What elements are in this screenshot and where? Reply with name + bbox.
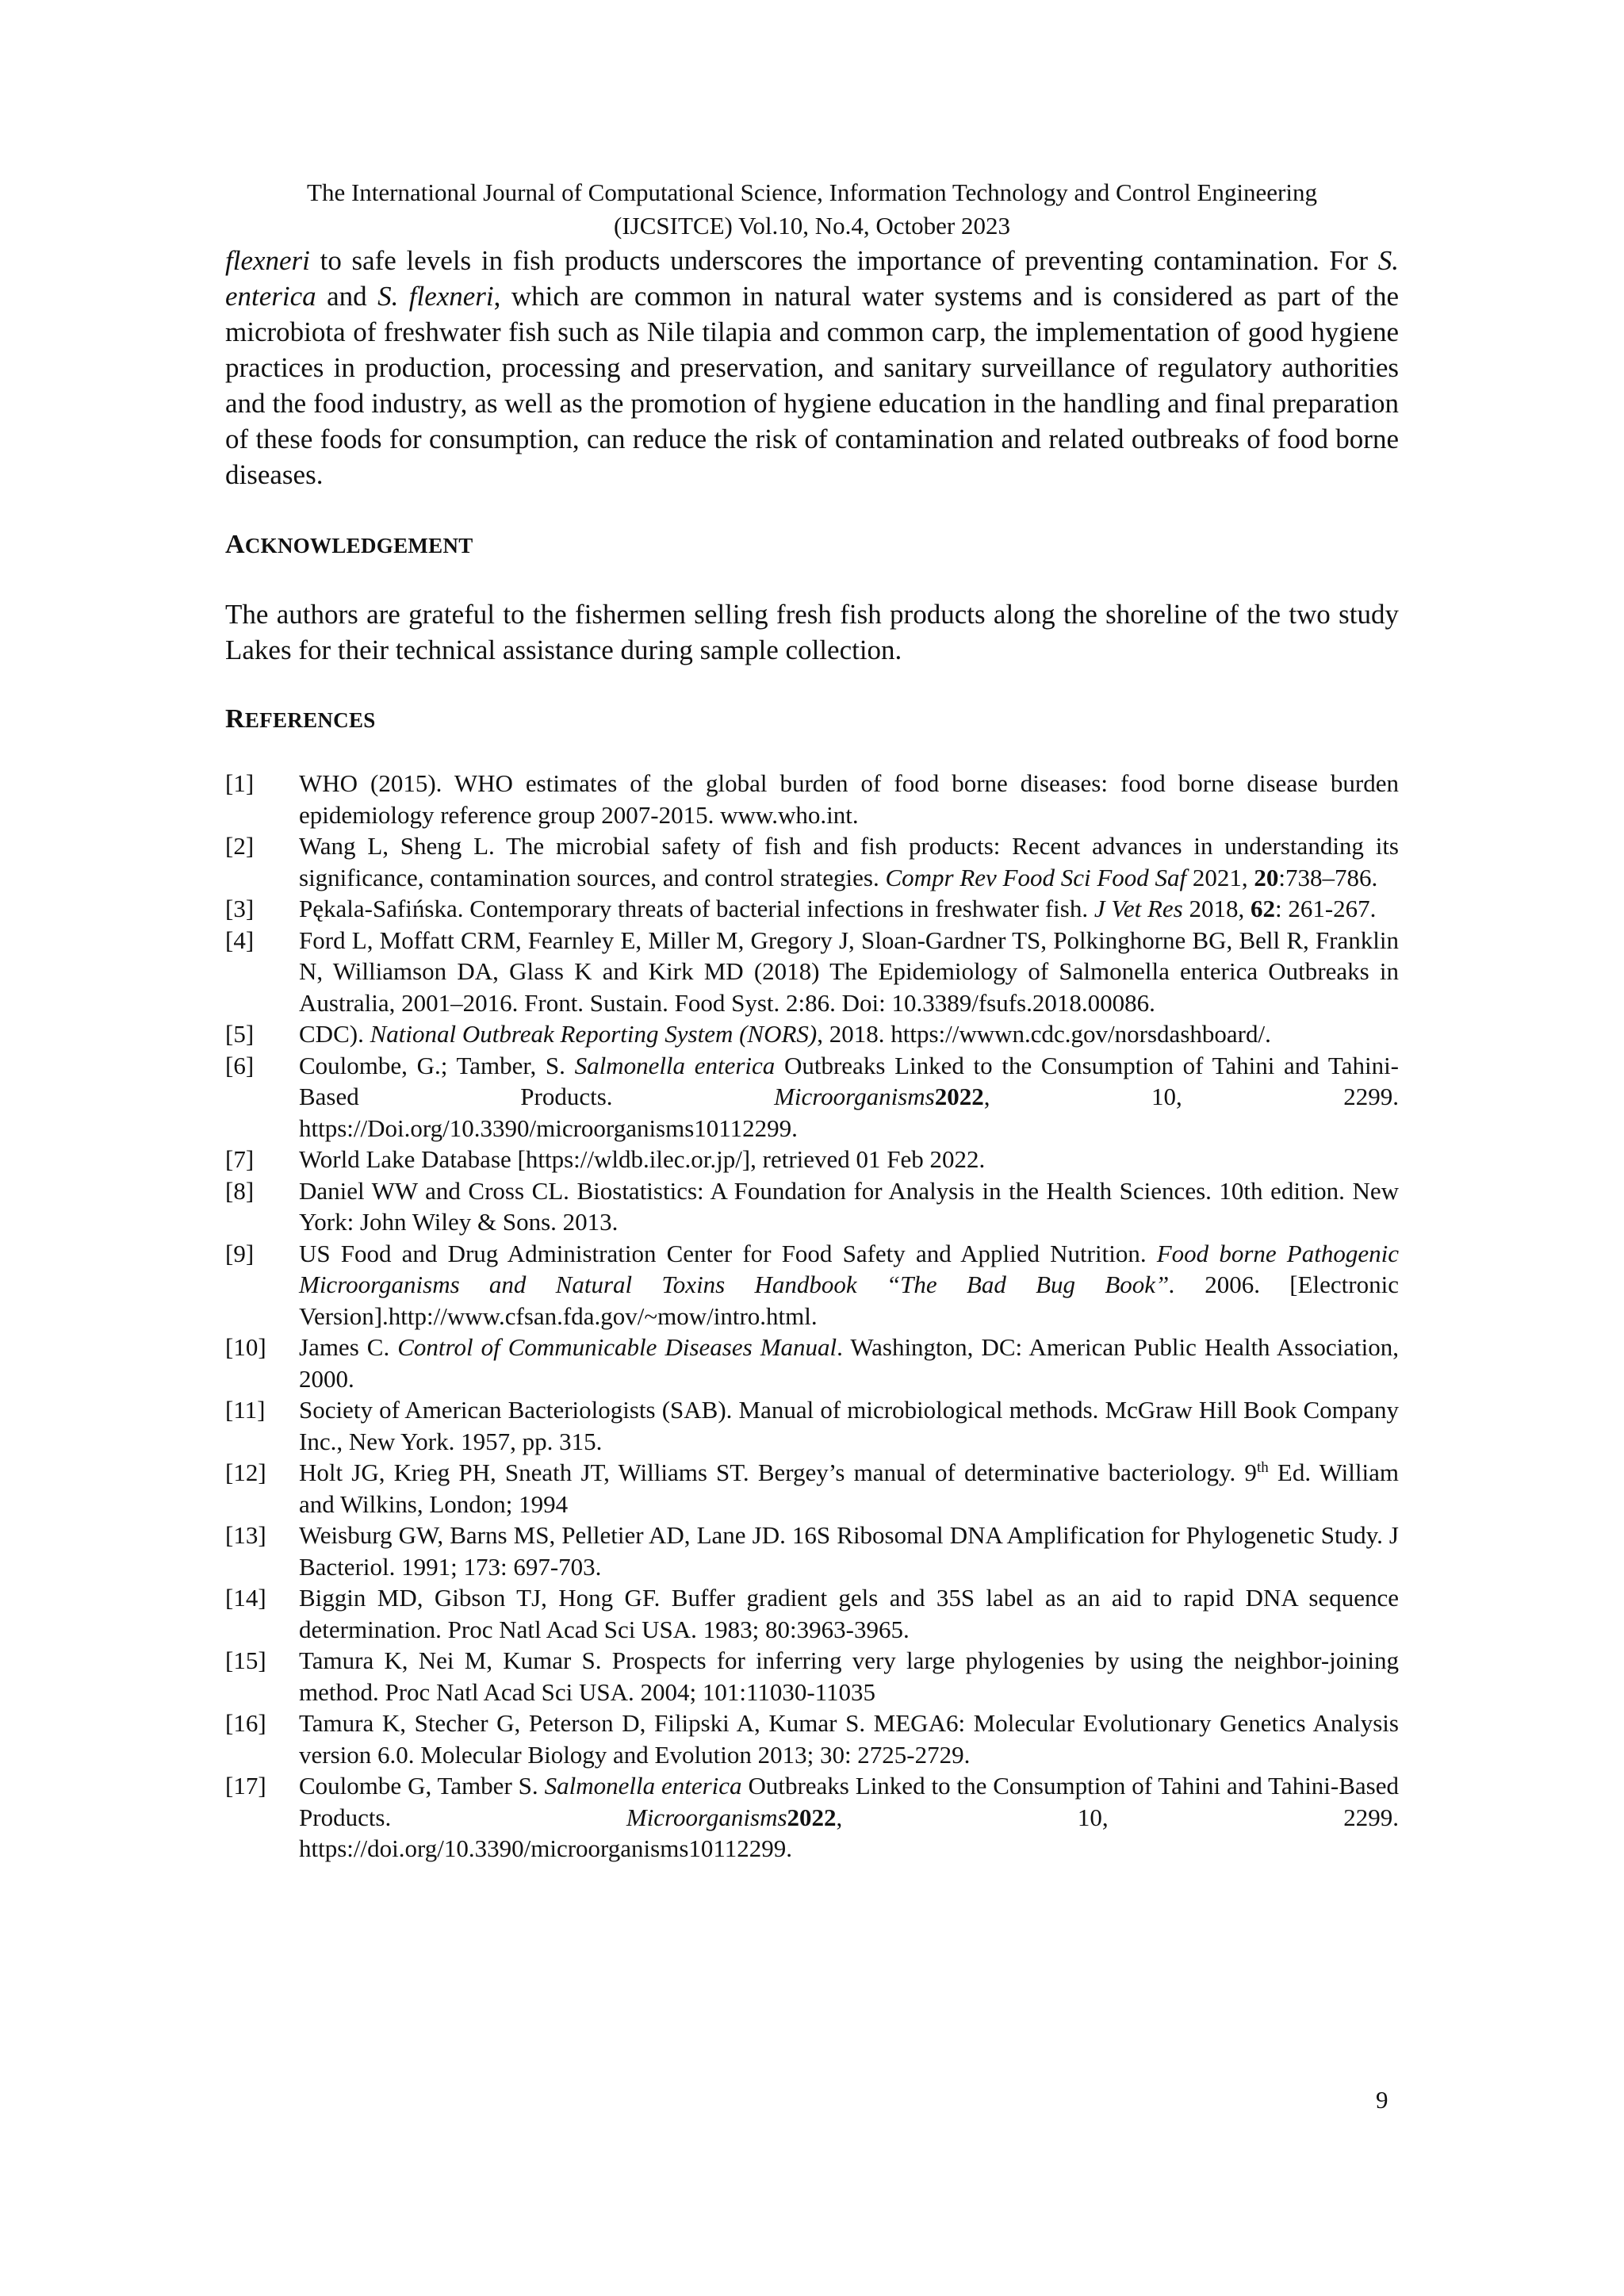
conclusion-paragraph: flexneri to safe levels in fish products underscores the importance of preventing contamination. For S. enterica and S. flexneri, which are common in natural water systems and is considered as part of the microbiota of freshwater fish such as Nile tilapia and common carp, the implementation of good hygiene practices in production, processing and preservation, and sanitary surveillance of regulatory authorities and the food industry, as well as the promotion of hygiene education in the handling and final preparation of these foods for consumption, can reduce the risk of contamination and related outbreaks of food borne diseases. (225, 245, 1399, 490)
journal-issue: (IJCSITCE) Vol.10, No.4, October 2023 (614, 212, 1010, 240)
journal-header (0, 176, 1624, 243)
reference-17: [17] Coulombe G, Tamber S. Salmonella enterica Outbreaks Linked to the Consumption of Tahini and Tahini-Based Products. Microorganisms2022, 10, 2299. (225, 1772, 1400, 1831)
reference-6: [6] Coulombe, G.; Tamber, S. Salmonella enterica Outbreaks Linked to the Consumption of Tahini and Tahini-Based Products. Microorganisms2022, 10, 2299. (225, 1051, 1400, 1110)
reference-6-doi: https://Doi.org/10.3390/microorganisms10112299. (299, 1114, 798, 1142)
reference-1: [1] WHO (2015). WHO estimates of the global burden of food borne diseases: food borne disease burden epidemiology reference group 2007-2015. www.who.int. (225, 769, 1399, 829)
acknowledgement-text: The authors are grateful to the fishermen selling fresh fish products along the shoreline of the two study Lakes for their technical assistance during sample collection. (225, 599, 1399, 665)
reference-10: [10] James C. Control of Communicable Diseases Manual. Washington, DC: American Public Health Association, 2000. (225, 1333, 1399, 1393)
page-number: 9 (1376, 2086, 1388, 2114)
journal-title: The International Journal of Computational Science, Information Technology and Control Engineering (307, 178, 1317, 206)
references-list (225, 768, 1399, 1865)
reference-8: [8] Daniel WW and Cross CL. Biostatistics: A Foundation for Analysis in the Health Sciences. 10th edition. New York: John Wiley & Sons. 2013. (225, 1176, 1399, 1236)
reference-14: [14] Biggin MD, Gibson TJ, Hong GF. Buffer gradient gels and 35S label as an aid to rapid DNA sequence determination. Proc Natl Acad Sci USA. 1983; 80:3963-3965. (225, 1584, 1399, 1643)
reference-11: [11] Society of American Bacteriologists (SAB). Manual of microbiological methods. McGraw Hill Book Company Inc., New York. 1957, pp. 315. (225, 1396, 1399, 1455)
reference-16: [16] Tamura K, Stecher G, Peterson D, Filipski A, Kumar S. MEGA6: Molecular Evolutionary Genetics Analysis version 6.0. Molecular Biology and Evolution 2013; 30: 2725-2729. (225, 1709, 1399, 1769)
references-heading: REFERENCES (225, 704, 376, 734)
reference-2: [2] Wang L, Sheng L. The microbial safety of fish and fish products: Recent advances in understanding its significance, contamination sources, and control strategies. Compr Rev Food Sci Food Saf 2021, 20:738–786. (225, 832, 1399, 891)
reference-13: [13] Weisburg GW, Barns MS, Pelletier AD, Lane JD. 16S Ribosomal DNA Amplification for Phylogenetic Study. J Bacteriol. 1991; 173: 697-703. (225, 1521, 1399, 1581)
reference-5: [5] CDC). National Outbreak Reporting System (NORS), 2018. https://wwwn.cdc.gov/norsdashboard/. (225, 1020, 1271, 1048)
acknowledgement-heading: ACKNOWLEDGEMENT (225, 530, 473, 559)
reference-4: [4] Ford L, Moffatt CRM, Fearnley E, Miller M, Gregory J, Sloan-Gardner TS, Polkinghorne BG, Bell R, Franklin N, Williamson DA, Glass K and Kirk MD (2018) The Epidemiology of Salmonella enterica Outbreaks in Australia, 2001–2016. Front. Sustain. Food Syst. 2:86. Doi: 10.3389/fsufs.2018.00086. (225, 926, 1399, 1017)
reference-15: [15] Tamura K, Nei M, Kumar S. Prospects for inferring very large phylogenies by using the neighbor-joining method. Proc Natl Acad Sci USA. 2004; 101:11030-11035 (225, 1646, 1399, 1706)
reference-17-doi: https://doi.org/10.3390/microorganisms10112299. (299, 1834, 793, 1862)
reference-3: [3] Pękala-Safińska. Contemporary threats of bacterial infections in freshwater fish. J Vet Res 2018, 62: 261-267. (225, 895, 1377, 922)
reference-9: [9] US Food and Drug Administration Center for Food Safety and Applied Nutrition. Food borne Pathogenic Microorganisms and Natural Toxins Handbook “The Bad Bug Book”. 2006. [Electronic Version].http://www.cfsan.fda.gov/~mow/intro.html. (225, 1239, 1399, 1330)
reference-7: [7] World Lake Database [https://wldb.ilec.or.jp/], retrieved 01 Feb 2022. (225, 1145, 986, 1173)
reference-12: [12] Holt JG, Krieg PH, Sneath JT, Williams ST. Bergey’s manual of determinative bacteriology. 9th Ed. William and Wilkins, London; 1994 (225, 1458, 1400, 1518)
